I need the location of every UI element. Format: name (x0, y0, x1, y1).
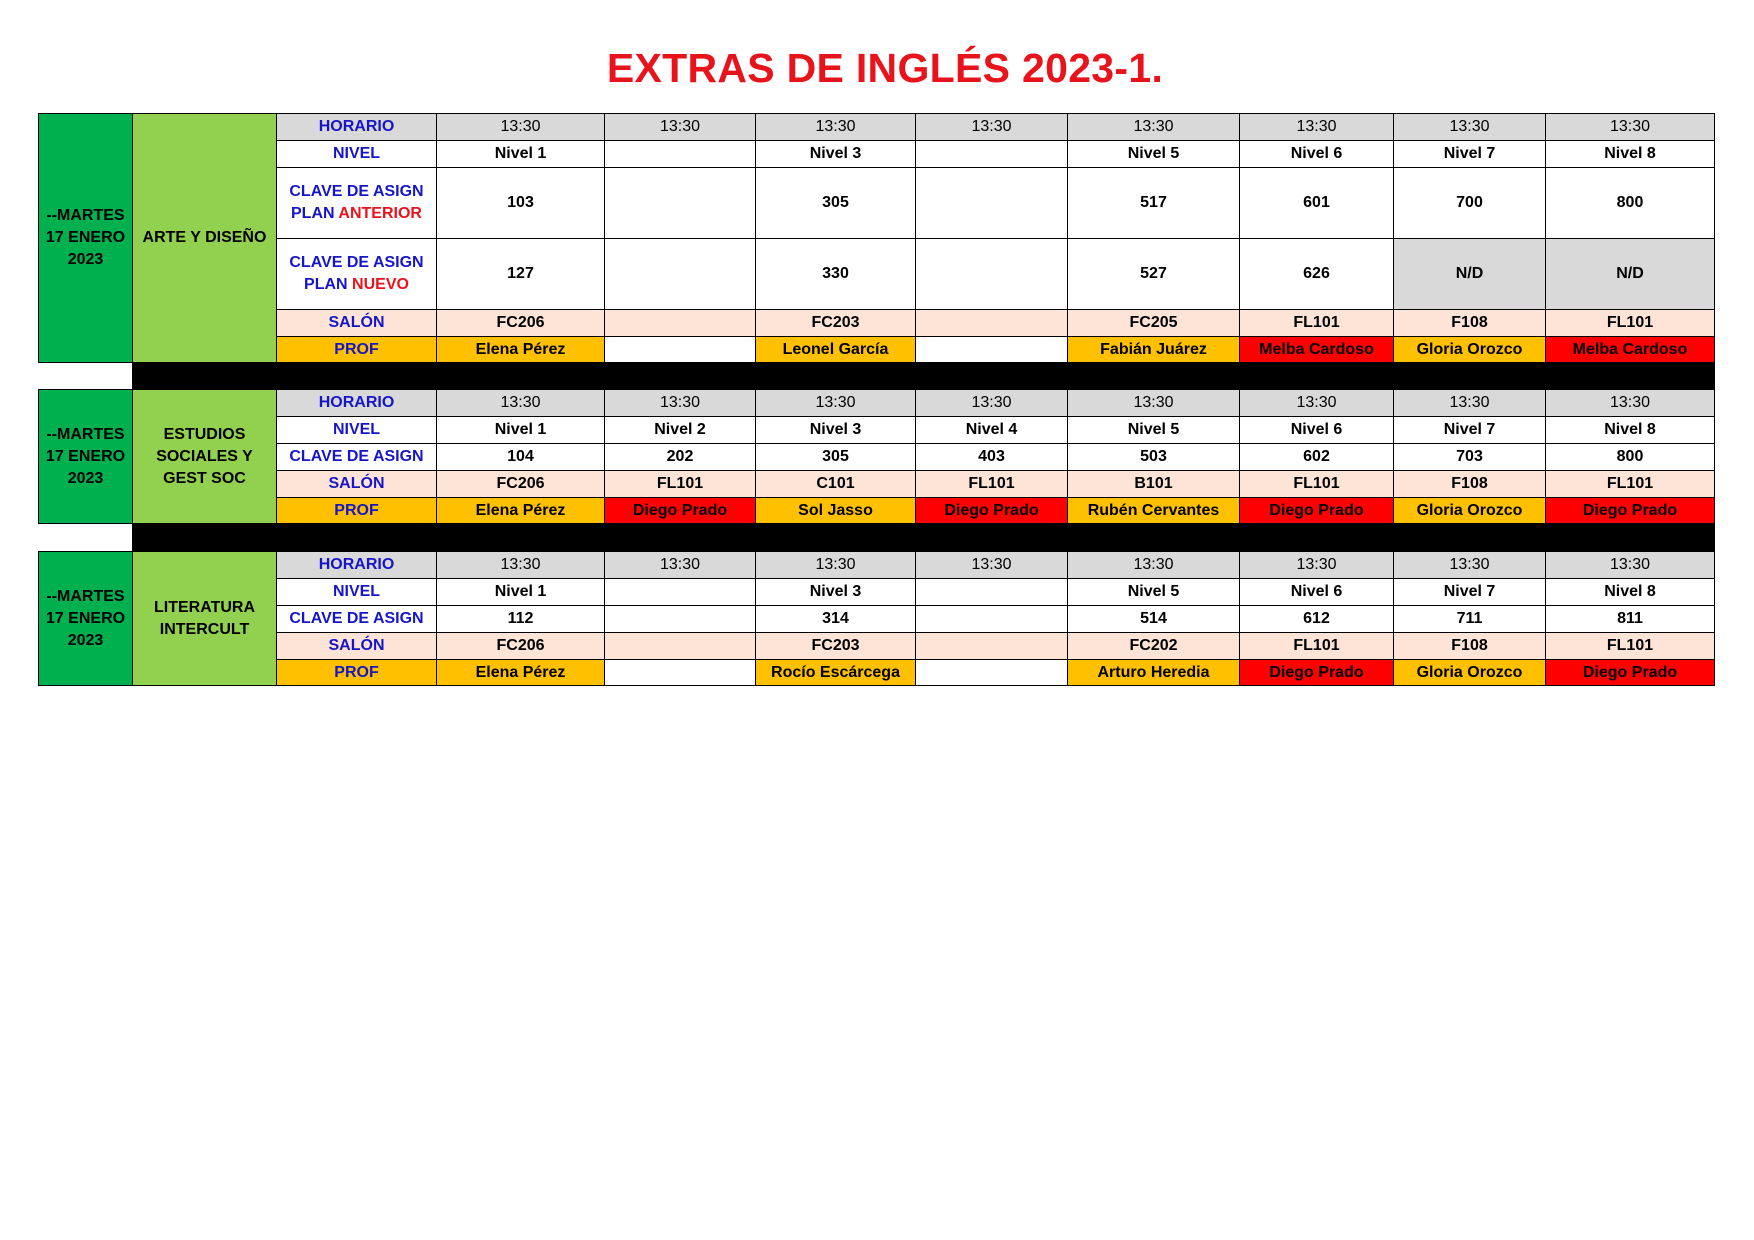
table-cell-horario: 13:30 (1239, 113, 1393, 140)
table-cell-nivel: Nivel 3 (755, 578, 915, 605)
row-label-clave: CLAVE DE ASIGN (276, 443, 436, 470)
table-cell-salon (604, 309, 755, 336)
table-cell-nivel: Nivel 6 (1239, 416, 1393, 443)
table-cell-clave: 305 (755, 443, 915, 470)
table-cell-prof: Gloria Orozco (1393, 497, 1545, 524)
table-cell-horario: 13:30 (1239, 389, 1393, 416)
row-label-prof: PROF (276, 659, 436, 686)
table-cell-clave: N/D (1393, 238, 1545, 309)
row-label-salon: SALÓN (276, 309, 436, 336)
table-cell-horario: 13:30 (1067, 113, 1239, 140)
day-label: --MARTES 17 ENERO 2023 (38, 551, 132, 686)
table-cell-horario: 13:30 (755, 389, 915, 416)
table-cell-prof: Sol Jasso (755, 497, 915, 524)
table-cell-nivel (604, 140, 755, 167)
row-label-clave (276, 167, 436, 238)
table-cell-prof: Gloria Orozco (1393, 659, 1545, 686)
table-cell-salon (604, 632, 755, 659)
table-cell-clave: 711 (1393, 605, 1545, 632)
table-cell-salon (915, 632, 1067, 659)
table-cell-salon: FC206 (436, 470, 604, 497)
table-cell-horario: 13:30 (1393, 551, 1545, 578)
text-span: ANTERIOR (338, 205, 422, 222)
row-label-clave (276, 238, 436, 309)
table-cell-clave: 202 (604, 443, 755, 470)
row-label-horario: HORARIO (276, 113, 436, 140)
table-cell-nivel: Nivel 7 (1393, 578, 1545, 605)
table-cell-salon: FC202 (1067, 632, 1239, 659)
table-cell-salon: FC206 (436, 309, 604, 336)
table-cell-salon: FL101 (1545, 309, 1715, 336)
table-cell-horario: 13:30 (1393, 113, 1545, 140)
table-cell-nivel: Nivel 2 (604, 416, 755, 443)
table-cell-salon: FL101 (604, 470, 755, 497)
table-cell-clave: 602 (1239, 443, 1393, 470)
row-label-salon: SALÓN (276, 632, 436, 659)
table-cell-prof: Diego Prado (1239, 659, 1393, 686)
table-cell-horario: 13:30 (915, 551, 1067, 578)
table-cell-nivel: Nivel 1 (436, 578, 604, 605)
table-cell-clave: 503 (1067, 443, 1239, 470)
block-separator (132, 362, 1715, 389)
table-cell-nivel: Nivel 8 (1545, 416, 1715, 443)
table-cell-prof: Elena Pérez (436, 336, 604, 363)
table-cell-salon: F108 (1393, 470, 1545, 497)
table-cell-salon: F108 (1393, 632, 1545, 659)
table-cell-prof: Rubén Cervantes (1067, 497, 1239, 524)
subject-label: ARTE Y DISEÑO (132, 113, 276, 363)
table-cell-prof (604, 336, 755, 363)
table-cell-nivel: Nivel 7 (1393, 140, 1545, 167)
table-cell-horario: 13:30 (604, 551, 755, 578)
table-cell-salon: FL101 (1545, 632, 1715, 659)
table-cell-clave: 514 (1067, 605, 1239, 632)
table-cell-salon: FL101 (1239, 632, 1393, 659)
table-cell-nivel: Nivel 6 (1239, 578, 1393, 605)
table-cell-nivel (915, 140, 1067, 167)
subject-label: ESTUDIOS SOCIALES Y GEST SOC (132, 389, 276, 524)
table-cell-horario: 13:30 (1545, 113, 1715, 140)
block-separator (132, 524, 1715, 551)
table-cell-clave: 112 (436, 605, 604, 632)
table-cell-horario: 13:30 (755, 113, 915, 140)
table-cell-nivel: Nivel 8 (1545, 140, 1715, 167)
day-label: --MARTES 17 ENERO 2023 (38, 389, 132, 524)
table-cell-salon: FC203 (755, 632, 915, 659)
table-cell-horario: 13:30 (1545, 389, 1715, 416)
table-cell-nivel (915, 578, 1067, 605)
table-cell-clave (915, 167, 1067, 238)
table-cell-nivel: Nivel 3 (755, 416, 915, 443)
table-cell-salon: C101 (755, 470, 915, 497)
table-cell-nivel: Nivel 3 (755, 140, 915, 167)
table-cell-prof: Diego Prado (604, 497, 755, 524)
table-cell-clave: 703 (1393, 443, 1545, 470)
table-cell-prof: Fabián Juárez (1067, 336, 1239, 363)
table-cell-prof: Leonel García (755, 336, 915, 363)
table-cell-prof (915, 336, 1067, 363)
table-cell-clave (604, 167, 755, 238)
table-cell-prof: Arturo Heredia (1067, 659, 1239, 686)
table-cell-salon: F108 (1393, 309, 1545, 336)
table-cell-horario: 13:30 (436, 551, 604, 578)
day-label: --MARTES 17 ENERO 2023 (38, 113, 132, 363)
table-cell-horario: 13:30 (436, 113, 604, 140)
table-cell-nivel (604, 578, 755, 605)
table-cell-prof: Melba Cardoso (1239, 336, 1393, 363)
table-cell-salon: FC206 (436, 632, 604, 659)
table-cell-clave: 601 (1239, 167, 1393, 238)
table-cell-prof (604, 659, 755, 686)
text-span: CLAVE DE ASIGN (289, 254, 424, 271)
row-label-text (289, 181, 423, 225)
row-label-salon: SALÓN (276, 470, 436, 497)
table-cell-nivel: Nivel 6 (1239, 140, 1393, 167)
table-cell-clave: 800 (1545, 167, 1715, 238)
table-cell-nivel: Nivel 5 (1067, 416, 1239, 443)
row-label-horario: HORARIO (276, 551, 436, 578)
table-cell-clave: 314 (755, 605, 915, 632)
table-cell-nivel: Nivel 7 (1393, 416, 1545, 443)
row-label-prof: PROF (276, 336, 436, 363)
table-cell-horario: 13:30 (1393, 389, 1545, 416)
table-cell-horario: 13:30 (604, 389, 755, 416)
table-cell-clave: 527 (1067, 238, 1239, 309)
row-label-horario: HORARIO (276, 389, 436, 416)
text-span: NUEVO (352, 276, 409, 293)
table-cell-prof: Diego Prado (915, 497, 1067, 524)
table-cell-clave: N/D (1545, 238, 1715, 309)
page-title: EXTRAS DE INGLÉS 2023-1. (606, 45, 1164, 91)
table-cell-nivel: Nivel 1 (436, 416, 604, 443)
table-cell-salon: FC205 (1067, 309, 1239, 336)
table-cell-salon: FC203 (755, 309, 915, 336)
table-cell-horario: 13:30 (1545, 551, 1715, 578)
table-cell-prof: Rocío Escárcega (755, 659, 915, 686)
table-cell-clave: 104 (436, 443, 604, 470)
table-cell-prof: Diego Prado (1545, 497, 1715, 524)
table-cell-clave: 811 (1545, 605, 1715, 632)
table-cell-clave: 305 (755, 167, 915, 238)
table-cell-salon: FL101 (1239, 470, 1393, 497)
table-cell-salon: FL101 (915, 470, 1067, 497)
table-cell-horario: 13:30 (604, 113, 755, 140)
table-cell-clave: 330 (755, 238, 915, 309)
table-cell-clave: 800 (1545, 443, 1715, 470)
table-cell-nivel: Nivel 5 (1067, 578, 1239, 605)
table-cell-salon (915, 309, 1067, 336)
table-cell-nivel: Nivel 1 (436, 140, 604, 167)
table-cell-clave: 403 (915, 443, 1067, 470)
table-cell-clave: 700 (1393, 167, 1545, 238)
table-cell-clave (604, 238, 755, 309)
table-cell-clave (915, 605, 1067, 632)
table-cell-nivel: Nivel 8 (1545, 578, 1715, 605)
table-cell-salon: FL101 (1545, 470, 1715, 497)
table-cell-horario: 13:30 (755, 551, 915, 578)
table-cell-horario: 13:30 (915, 113, 1067, 140)
row-label-clave: CLAVE DE ASIGN (276, 605, 436, 632)
row-label-nivel: NIVEL (276, 578, 436, 605)
table-cell-clave: 626 (1239, 238, 1393, 309)
table-cell-prof: Diego Prado (1239, 497, 1393, 524)
table-cell-clave: 127 (436, 238, 604, 309)
text-span: PLAN (291, 205, 339, 222)
text-span: CLAVE DE ASIGN (289, 183, 424, 200)
table-cell-nivel: Nivel 4 (915, 416, 1067, 443)
table-cell-horario: 13:30 (1067, 551, 1239, 578)
table-cell-horario: 13:30 (436, 389, 604, 416)
table-cell-nivel: Nivel 5 (1067, 140, 1239, 167)
table-cell-horario: 13:30 (1239, 551, 1393, 578)
table-cell-salon: B101 (1067, 470, 1239, 497)
table-cell-prof: Diego Prado (1545, 659, 1715, 686)
table-cell-horario: 13:30 (915, 389, 1067, 416)
table-cell-clave (604, 605, 755, 632)
row-label-nivel: NIVEL (276, 416, 436, 443)
subject-label: LITERATURA INTERCULT (132, 551, 276, 686)
row-label-text (289, 252, 423, 296)
table-cell-clave (915, 238, 1067, 309)
table-cell-prof: Elena Pérez (436, 659, 604, 686)
table-cell-prof: Gloria Orozco (1393, 336, 1545, 363)
table-cell-salon: FL101 (1239, 309, 1393, 336)
row-label-nivel: NIVEL (276, 140, 436, 167)
table-cell-clave: 517 (1067, 167, 1239, 238)
table-cell-prof (915, 659, 1067, 686)
table-cell-prof: Melba Cardoso (1545, 336, 1715, 363)
row-label-prof: PROF (276, 497, 436, 524)
table-cell-clave: 103 (436, 167, 604, 238)
text-span: PLAN (304, 276, 353, 293)
table-cell-clave: 612 (1239, 605, 1393, 632)
table-cell-horario: 13:30 (1067, 389, 1239, 416)
table-cell-prof: Elena Pérez (436, 497, 604, 524)
